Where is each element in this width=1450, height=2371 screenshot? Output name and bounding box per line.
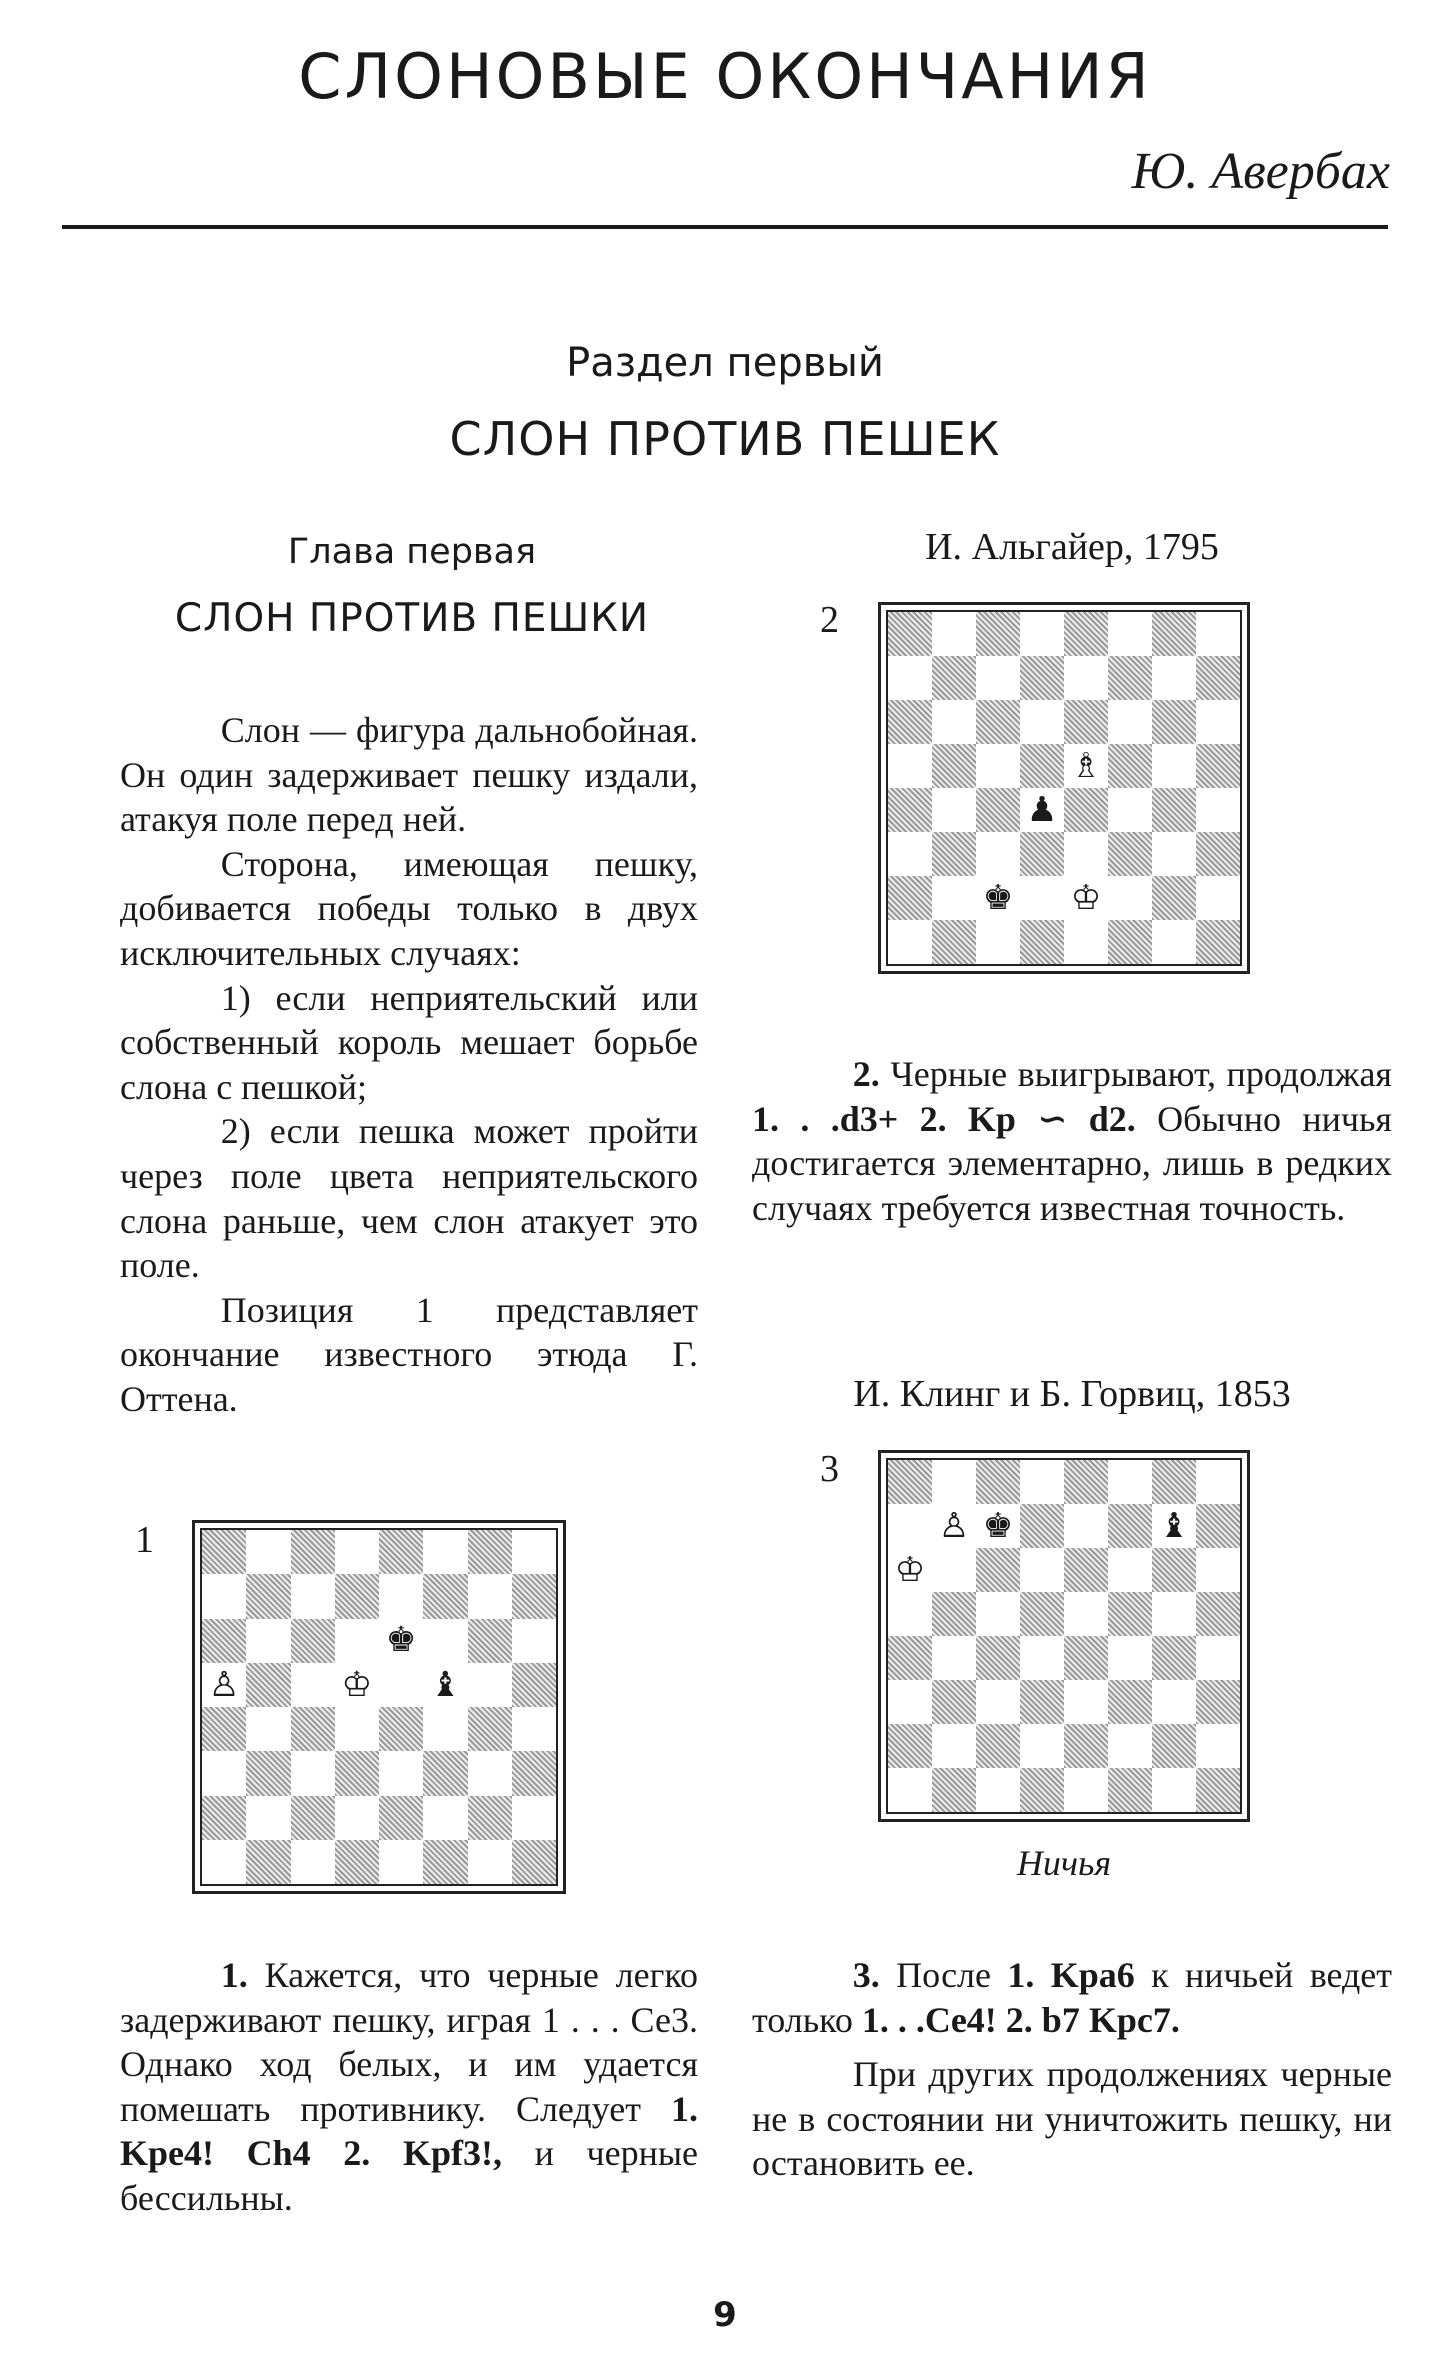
board-square-h4 <box>1196 1636 1240 1680</box>
black-bishop-icon: ♝ <box>1158 1505 1190 1546</box>
board-square-e1 <box>1064 920 1108 964</box>
board-square-a4 <box>888 788 932 832</box>
board-square-e4 <box>1064 788 1108 832</box>
white-king-icon: ♔ <box>341 1664 373 1705</box>
diagram-result: Ничья <box>1016 1843 1112 1883</box>
board-square-f7 <box>1108 1504 1152 1548</box>
board-square-d4 <box>1020 1636 1064 1680</box>
board-square-d5 <box>1020 744 1064 788</box>
board-square-b1 <box>246 1840 290 1884</box>
board-square-e3 <box>1064 832 1108 876</box>
board-square-e2 <box>379 1796 423 1840</box>
board-square-c1 <box>976 1768 1020 1812</box>
board-square-c3 <box>291 1751 335 1795</box>
board-square-c4 <box>976 1636 1020 1680</box>
board-square-g8 <box>1152 612 1196 656</box>
condition-one: 1) если неприятельский или собственный король мешает борьбе слона с пешкой; <box>120 977 698 1107</box>
board-square-b6 <box>932 1548 976 1592</box>
chapter-title: СЛОН ПРОТИВ ПЕШКИ <box>174 596 650 641</box>
intro-text <box>120 708 698 1422</box>
board-square-a7 <box>202 1574 246 1618</box>
board-square-h4 <box>512 1707 556 1751</box>
board-square-f8 <box>423 1530 467 1574</box>
board-square-f6 <box>1108 700 1152 744</box>
board-square-a8 <box>888 612 932 656</box>
board-square-e6 <box>1064 700 1108 744</box>
board-square-d5 <box>335 1663 379 1707</box>
diagram-3-caption: И. Клинг и Б. Горвиц, 1853 <box>853 1373 1291 1415</box>
board-square-d3 <box>1020 832 1064 876</box>
board-square-d3 <box>1020 1680 1064 1724</box>
board-square-f3 <box>1108 1680 1152 1724</box>
move-notation: 1. Kpa6 <box>1007 1955 1135 1995</box>
board-square-h2 <box>512 1796 556 1840</box>
intro-paragraph: Позиция 1 представляет окончание известного этюда Г. Оттена. <box>120 1289 698 1419</box>
board-square-d8 <box>1020 1460 1064 1504</box>
board-square-a1 <box>888 920 932 964</box>
board-square-d4 <box>335 1707 379 1751</box>
board-square-b5 <box>246 1663 290 1707</box>
board-square-b6 <box>246 1619 290 1663</box>
board-square-a3 <box>202 1751 246 1795</box>
board-square-d7 <box>335 1574 379 1618</box>
board-square-g5 <box>1152 1592 1196 1636</box>
black-pawn-icon: ♟ <box>1026 789 1058 830</box>
board-square-g3 <box>1152 1680 1196 1724</box>
board-square-d1 <box>1020 1768 1064 1812</box>
board-square-g5 <box>468 1663 512 1707</box>
board-square-g4 <box>1152 1636 1196 1680</box>
board-square-c4 <box>291 1707 335 1751</box>
board-square-a4 <box>888 1636 932 1680</box>
board-square-d7 <box>1020 656 1064 700</box>
board-square-h6 <box>1196 700 1240 744</box>
board-square-g5 <box>1152 744 1196 788</box>
board-square-g1 <box>468 1840 512 1884</box>
board-square-a4 <box>202 1707 246 1751</box>
board-square-a6 <box>888 700 932 744</box>
comment-1 <box>120 1953 698 2221</box>
board-square-f4 <box>423 1707 467 1751</box>
board-square-h3 <box>1196 1680 1240 1724</box>
white-king-icon: ♔ <box>894 1549 926 1590</box>
intro-paragraph: Слон — фигура дальнобойная. Он один задерживает пешку издали, атакуя поле перед ней. <box>120 710 698 840</box>
board-square-e7 <box>1064 656 1108 700</box>
chess-diagram-3 <box>878 1450 1250 1822</box>
board-square-d1 <box>335 1840 379 1884</box>
board-square-f2 <box>423 1796 467 1840</box>
board-square-a3 <box>888 1680 932 1724</box>
board-square-d6 <box>335 1619 379 1663</box>
board-square-h8 <box>1196 612 1240 656</box>
board-square-e3 <box>1064 1680 1108 1724</box>
board-square-b7 <box>932 1504 976 1548</box>
board-square-h6 <box>1196 1548 1240 1592</box>
board-square-f1 <box>1108 920 1152 964</box>
board-square-f7 <box>423 1574 467 1618</box>
white-pawn-icon: ♙ <box>938 1505 970 1546</box>
board-square-b5 <box>932 1592 976 1636</box>
board-square-g3 <box>468 1751 512 1795</box>
board-square-h7 <box>512 1574 556 1618</box>
board-square-a8 <box>888 1460 932 1504</box>
comment-text: Кажется, что черные легко задерживают пешку, играя 1 . . . Се3. Однако ход белых, и им удается помешать противнику. Следует <box>120 1955 698 2129</box>
board-square-h6 <box>512 1619 556 1663</box>
board-square-g2 <box>1152 876 1196 920</box>
board-square-b4 <box>932 1636 976 1680</box>
board-square-c7 <box>291 1574 335 1618</box>
board-square-f4 <box>1108 788 1152 832</box>
board-square-h5 <box>1196 744 1240 788</box>
comment-text: Черные выигрывают, продолжая <box>890 1054 1392 1094</box>
board-square-d6 <box>1020 700 1064 744</box>
black-king-icon: ♚ <box>385 1620 417 1661</box>
board-square-h1 <box>512 1840 556 1884</box>
board-square-h4 <box>1196 788 1240 832</box>
black-king-icon: ♚ <box>982 877 1014 918</box>
board-square-f5 <box>1108 1592 1152 1636</box>
board-square-c6 <box>291 1619 335 1663</box>
board-square-c2 <box>976 876 1020 920</box>
board-square-d2 <box>1020 876 1064 920</box>
board-square-f1 <box>1108 1768 1152 1812</box>
board-square-b4 <box>932 788 976 832</box>
board-square-h3 <box>1196 832 1240 876</box>
comment-paragraph <box>120 1953 698 2221</box>
board-square-d5 <box>1020 1592 1064 1636</box>
black-king-icon: ♚ <box>982 1505 1014 1546</box>
board-square-b8 <box>246 1530 290 1574</box>
board-square-h8 <box>1196 1460 1240 1504</box>
board-square-b8 <box>932 612 976 656</box>
board-square-h5 <box>512 1663 556 1707</box>
board-square-a6 <box>888 1548 932 1592</box>
board-square-b6 <box>932 700 976 744</box>
board-square-f6 <box>1108 1548 1152 1592</box>
board-square-g7 <box>468 1574 512 1618</box>
board-square-c1 <box>291 1840 335 1884</box>
chess-diagram-1 <box>192 1520 566 1894</box>
board-square-g1 <box>1152 1768 1196 1812</box>
board-square-e8 <box>1064 612 1108 656</box>
section-label: Раздел первый <box>566 340 884 386</box>
comment-text: и черные бессильны. <box>120 2133 698 2218</box>
board-square-b2 <box>246 1796 290 1840</box>
board-square-b3 <box>932 1680 976 1724</box>
comment-number: 3. <box>852 1955 880 1995</box>
board-square-b7 <box>246 1574 290 1618</box>
section-title: СЛОН ПРОТИВ ПЕШЕК <box>449 412 1001 466</box>
black-bishop-icon: ♝ <box>429 1664 461 1705</box>
board-square-f2 <box>1108 876 1152 920</box>
comment-number: 1. <box>220 1955 248 1995</box>
comment-2 <box>752 1052 1392 1230</box>
chessboard <box>886 610 1242 966</box>
board-square-c8 <box>976 1460 1020 1504</box>
board-square-b7 <box>932 656 976 700</box>
board-square-d8 <box>335 1530 379 1574</box>
diagram-number: 2 <box>820 599 839 641</box>
board-square-a5 <box>888 744 932 788</box>
comment-paragraph: При других продолжениях черные не в состоянии ни уничтожить пешку, ни остановить ее. <box>752 2054 1392 2184</box>
page-number: 9 <box>713 2295 737 2335</box>
chess-diagram-2 <box>878 602 1250 974</box>
board-square-g7 <box>1152 656 1196 700</box>
move-notation: 1. . .d3+ 2. Kp ∽ d2. <box>752 1098 1136 1139</box>
board-square-c3 <box>976 1680 1020 1724</box>
board-square-f3 <box>423 1751 467 1795</box>
move-notation: 1. . .Ce4! 2. b7 Kpc7. <box>861 1999 1180 2040</box>
board-square-h7 <box>1196 1504 1240 1548</box>
board-square-f8 <box>1108 1460 1152 1504</box>
comment-paragraph <box>752 1953 1392 2042</box>
board-square-d8 <box>1020 612 1064 656</box>
board-square-h8 <box>512 1530 556 1574</box>
comment-paragraph <box>752 1052 1392 1230</box>
board-square-c3 <box>976 832 1020 876</box>
diagram-number: 1 <box>135 1519 154 1561</box>
board-square-f4 <box>1108 1636 1152 1680</box>
chessboard <box>200 1528 558 1886</box>
board-square-a5 <box>888 1592 932 1636</box>
board-square-f3 <box>1108 832 1152 876</box>
board-square-g3 <box>1152 832 1196 876</box>
board-square-d2 <box>1020 1724 1064 1768</box>
board-square-d7 <box>1020 1504 1064 1548</box>
board-square-a7 <box>888 1504 932 1548</box>
chessboard <box>886 1458 1242 1814</box>
board-square-e5 <box>1064 1592 1108 1636</box>
board-square-c8 <box>291 1530 335 1574</box>
board-square-h7 <box>1196 656 1240 700</box>
board-square-e8 <box>379 1530 423 1574</box>
board-square-g4 <box>1152 788 1196 832</box>
board-square-f8 <box>1108 612 1152 656</box>
board-square-f2 <box>1108 1724 1152 1768</box>
board-square-e6 <box>1064 1548 1108 1592</box>
comment-3 <box>752 1953 1392 2186</box>
board-square-g1 <box>1152 920 1196 964</box>
comment-text: Обычно ничья достигается элементарно, лишь в редких случаях требуется известная точность. <box>752 1098 1392 1228</box>
board-square-h1 <box>1196 1768 1240 1812</box>
author-name: Ю. Авербах <box>1131 143 1390 200</box>
board-square-g8 <box>1152 1460 1196 1504</box>
comment-number: 2. <box>852 1054 880 1094</box>
board-square-e5 <box>1064 744 1108 788</box>
page-title: СЛОНОВЫЕ ОКОНЧАНИЯ <box>298 40 1152 113</box>
board-square-f5 <box>1108 744 1152 788</box>
board-square-e5 <box>379 1663 423 1707</box>
board-square-h2 <box>1196 1724 1240 1768</box>
board-square-h1 <box>1196 920 1240 964</box>
diagram-2-caption: И. Альгайер, 1795 <box>925 526 1219 568</box>
board-square-c2 <box>976 1724 1020 1768</box>
intro-paragraph: Сторона, имеющая пешку, добивается победы только в двух исключительных случаях: <box>120 843 698 973</box>
board-square-d3 <box>335 1751 379 1795</box>
board-square-a2 <box>202 1796 246 1840</box>
board-square-c6 <box>976 1548 1020 1592</box>
board-square-h2 <box>1196 876 1240 920</box>
board-square-g6 <box>1152 700 1196 744</box>
board-square-e1 <box>1064 1768 1108 1812</box>
board-square-a3 <box>888 832 932 876</box>
white-bishop-icon: ♗ <box>1070 745 1102 786</box>
board-square-c7 <box>976 656 1020 700</box>
board-square-c4 <box>976 788 1020 832</box>
board-square-b3 <box>246 1751 290 1795</box>
board-square-e2 <box>1064 876 1108 920</box>
board-square-f1 <box>423 1840 467 1884</box>
board-square-c5 <box>291 1663 335 1707</box>
board-square-a2 <box>888 1724 932 1768</box>
board-square-f7 <box>1108 656 1152 700</box>
board-square-e6 <box>379 1619 423 1663</box>
board-square-b5 <box>932 744 976 788</box>
board-square-b2 <box>932 1724 976 1768</box>
board-square-c6 <box>976 700 1020 744</box>
board-square-g8 <box>468 1530 512 1574</box>
board-square-b4 <box>246 1707 290 1751</box>
white-king-icon: ♔ <box>1070 877 1102 918</box>
board-square-a5 <box>202 1663 246 1707</box>
board-square-c5 <box>976 1592 1020 1636</box>
board-square-c8 <box>976 612 1020 656</box>
board-square-e2 <box>1064 1724 1108 1768</box>
board-square-d1 <box>1020 920 1064 964</box>
board-square-e8 <box>1064 1460 1108 1504</box>
chapter-label: Глава первая <box>287 532 537 572</box>
board-square-g2 <box>1152 1724 1196 1768</box>
white-pawn-icon: ♙ <box>208 1664 240 1705</box>
board-square-e4 <box>1064 1636 1108 1680</box>
move-notation: 1. Kpe4! Ch4 <box>120 2088 698 2174</box>
board-square-b2 <box>932 876 976 920</box>
diagram-number: 3 <box>820 1448 839 1490</box>
board-square-c1 <box>976 920 1020 964</box>
board-square-b1 <box>932 1768 976 1812</box>
board-square-f6 <box>423 1619 467 1663</box>
board-square-c5 <box>976 744 1020 788</box>
board-square-g6 <box>468 1619 512 1663</box>
board-square-c2 <box>291 1796 335 1840</box>
board-square-d6 <box>1020 1548 1064 1592</box>
board-square-g2 <box>468 1796 512 1840</box>
board-square-g4 <box>468 1707 512 1751</box>
comment-text: После <box>896 1955 991 1995</box>
board-square-b3 <box>932 832 976 876</box>
board-square-h5 <box>1196 1592 1240 1636</box>
board-square-e3 <box>379 1751 423 1795</box>
board-square-g7 <box>1152 1504 1196 1548</box>
board-square-a1 <box>202 1840 246 1884</box>
board-square-h3 <box>512 1751 556 1795</box>
board-square-e1 <box>379 1840 423 1884</box>
board-square-b8 <box>932 1460 976 1504</box>
board-square-e4 <box>379 1707 423 1751</box>
board-square-a7 <box>888 656 932 700</box>
board-square-a6 <box>202 1619 246 1663</box>
header-divider <box>62 225 1388 229</box>
board-square-f5 <box>423 1663 467 1707</box>
board-square-d4 <box>1020 788 1064 832</box>
condition-two: 2) если пешка может пройти через поле цвета неприятельского слона раньше, чем слон атакует это поле. <box>120 1111 698 1286</box>
board-square-g6 <box>1152 1548 1196 1592</box>
board-square-c7 <box>976 1504 1020 1548</box>
board-square-e7 <box>379 1574 423 1618</box>
board-square-d2 <box>335 1796 379 1840</box>
board-square-a8 <box>202 1530 246 1574</box>
comment-text: к ничьей ведет только <box>752 1955 1393 2040</box>
board-square-b1 <box>932 920 976 964</box>
board-square-a2 <box>888 876 932 920</box>
board-square-a1 <box>888 1768 932 1812</box>
move-notation: 2. Kpf3!, <box>343 2133 502 2174</box>
board-square-e7 <box>1064 1504 1108 1548</box>
